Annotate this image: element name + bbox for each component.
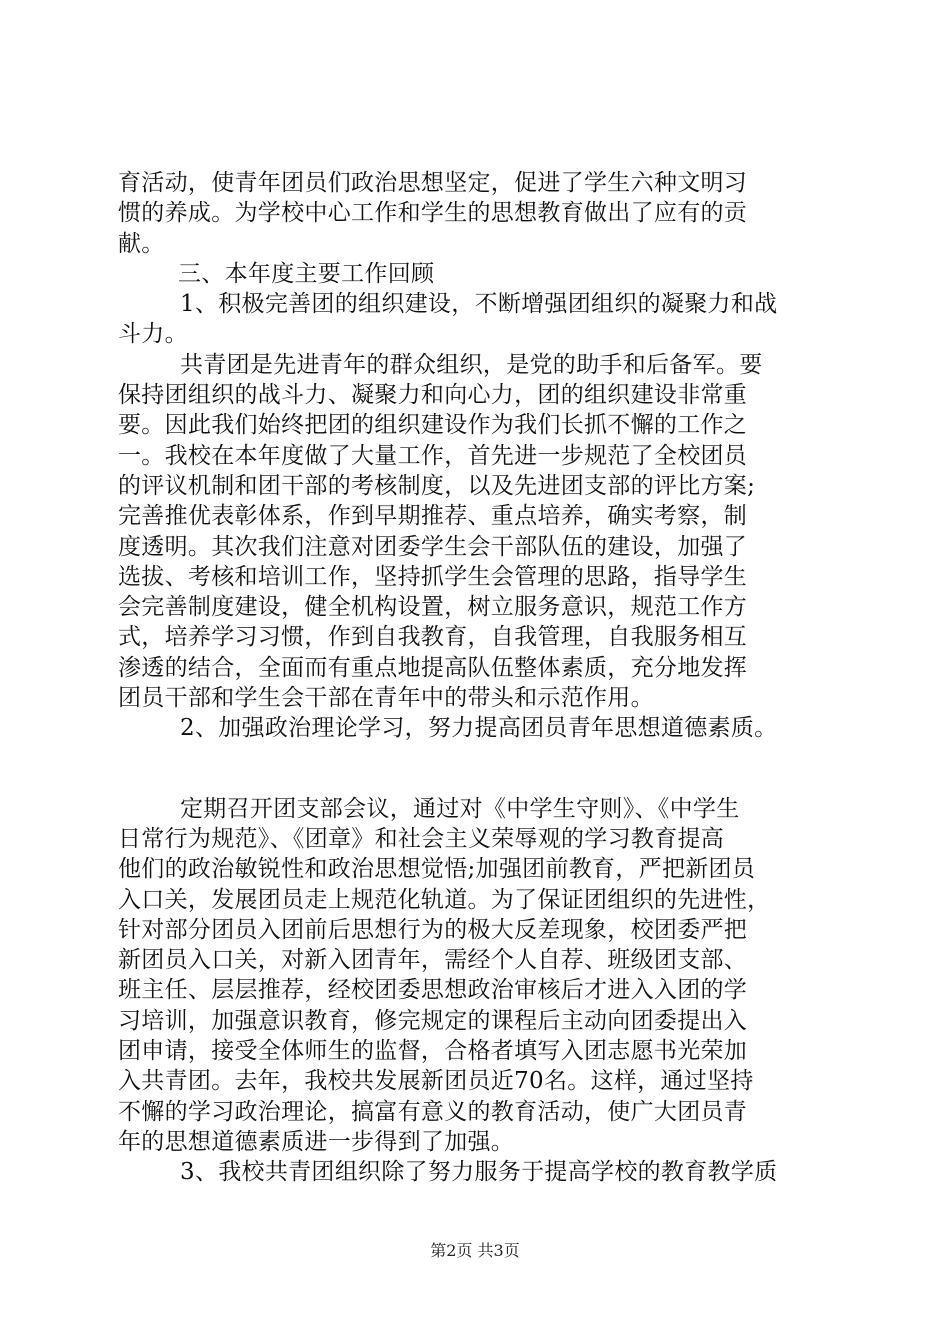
item-1 [118, 289, 834, 350]
text-line: 新团员入口关，对新入团青年，需经个人自荐、班级团支部、 [118, 947, 748, 974]
item-2: 2、加强政治理论学习，努力提高团员青年思想道德素质。 [180, 715, 778, 742]
text-line: 要。因此我们始终把团的组织建设作为我们长抓不懈的工作之 [118, 412, 748, 439]
paragraph-political-study [118, 794, 834, 1158]
text-line: 选拔、考核和培训工作，坚持抓学生会管理的思路，指导学生 [118, 563, 748, 590]
text-line: 班主任、层层推荐，经校团委思想政治审核后才进入入团的学 [118, 977, 748, 1004]
text-line: 不懈的学习政治理论，搞富有意义的教育活动，使广大团员青 [118, 1098, 748, 1125]
document-body [118, 168, 834, 1188]
text-line: 习培训，加强意识教育，修完规定的课程后主动向团委提出入 [118, 1007, 748, 1034]
text-line: 渗透的结合，全面而有重点地提高队伍整体素质，充分地发挥 [118, 654, 748, 681]
text-line: 一。我校在本年度做了大量工作，首先进一步规范了全校团员 [118, 442, 748, 469]
text-line: 会完善制度建设，健全机构设置，树立服务意识，规范工作方 [118, 594, 748, 621]
paragraph-gap [118, 744, 834, 794]
section-heading: 三、本年度主要工作回顾 [178, 260, 435, 287]
text-line: 针对部分团员入团前后思想行为的极大反差现象，校团委严把 [118, 916, 748, 943]
paragraph-organization [118, 350, 834, 714]
text-line: 斗力。 [118, 321, 188, 348]
text-line: 度透明。其次我们注意对团委学生会干部队伍的建设，加强了 [118, 533, 748, 560]
text-line: 1、积极完善团的组织建设，不断增强团组织的凝聚力和战 [180, 291, 778, 318]
text-line: 献。 [118, 230, 165, 257]
text-line: 他们的政治敏锐性和政治思想觉悟;加强团前教育，严把新团员 [118, 856, 756, 883]
text-line: 定期召开团支部会议，通过对《中学生守则》、《中学生 [180, 795, 740, 822]
paragraph-continued [118, 168, 834, 259]
text-line: 式，培养学习习惯，作到自我教育，自我管理，自我服务相互 [118, 624, 748, 651]
text-line: 日常行为规范》、《团章》和社会主义荣辱观的学习教育提高 [118, 825, 725, 852]
text-line: 入口关，发展团员走上规范化轨道。为了保证团组织的先进性， [118, 886, 771, 913]
text-line: 的评议机制和团干部的考核制度，以及先进团支部的评比方案; [118, 472, 756, 499]
text-line: 团申请，接受全体师生的监督，合格者填写入团志愿书光荣加 [118, 1038, 748, 1065]
item-3: 3、我校共青团组织除了努力服务于提高学校的教育教学质 [180, 1159, 778, 1186]
page-footer: 第2页 共3页 [430, 1241, 520, 1260]
text-line: 共青团是先进青年的群众组织，是党的助手和后备军。要 [180, 351, 763, 378]
text-line: 入共青团。去年，我校共发展新团员近70名。这样，通过坚持 [118, 1068, 754, 1095]
text-line: 完善推优表彰体系，作到早期推荐、重点培养，确实考察，制 [118, 503, 748, 530]
text-line: 育活动，使青年团员们政治思想坚定，促进了学生六种文明习 [118, 170, 748, 196]
text-line: 惯的养成。为学校中心工作和学生的思想教育做出了应有的贡 [118, 200, 748, 227]
text-line: 年的思想道德素质进一步得到了加强。 [118, 1128, 515, 1155]
text-line: 团员干部和学生会干部在青年中的带头和示范作用。 [118, 685, 654, 712]
text-line: 保持团组织的战斗力、凝聚力和向心力，团的组织建设非常重 [118, 382, 748, 409]
